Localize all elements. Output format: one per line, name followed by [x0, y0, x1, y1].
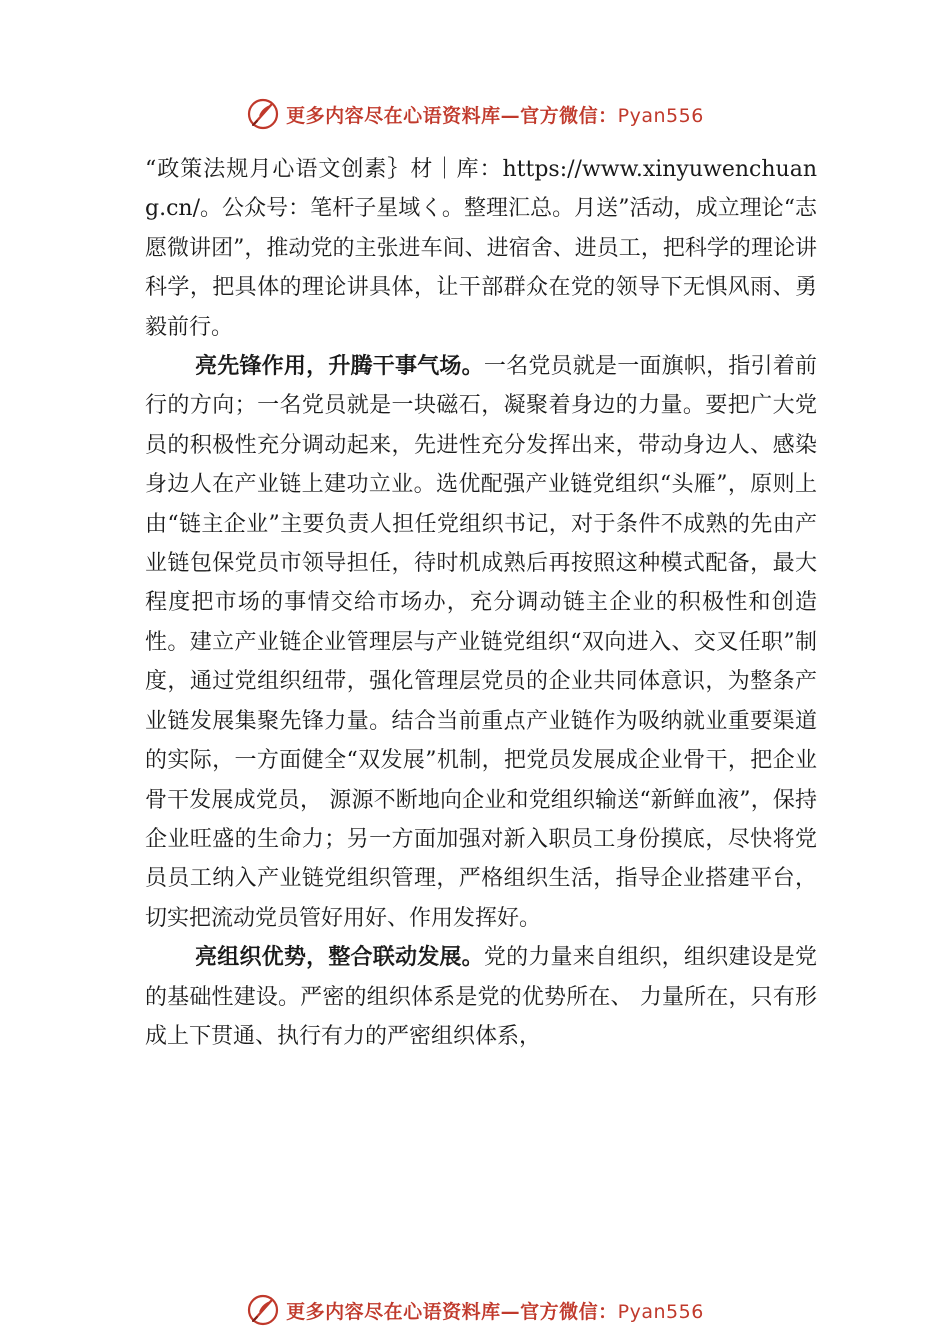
- footer-banner-text: 更多内容尽在心语资料库—官方微信：Pyan556: [286, 1300, 704, 1323]
- document-body: [145, 150, 817, 1056]
- footer-wechat-id: Pyan556: [617, 1300, 704, 1323]
- footer-banner: [0, 1290, 950, 1330]
- quill-logo-icon: [246, 97, 280, 131]
- paragraph-3-lead: 亮组织优势，整合联动发展。: [195, 945, 484, 971]
- paragraph-1: [145, 150, 817, 347]
- paragraph-2-lead: 亮先锋作用，升腾干事气场。: [195, 354, 484, 380]
- paragraph-2: [145, 347, 817, 938]
- paragraph-3-text: 党的力量来自组织，组织建设是党的基础性建设。严密的组织体系是党的优势所在、 力量所在，只有形成上下贯通、执行有力的严密组织体系，: [145, 945, 817, 1049]
- header-wechat-id: Pyan556: [617, 104, 704, 127]
- paragraph-3: [145, 938, 817, 1056]
- header-banner: [0, 94, 950, 134]
- quill-logo-icon: [246, 1293, 280, 1327]
- header-banner-text: 更多内容尽在心语资料库—官方微信：Pyan556: [286, 104, 704, 127]
- paragraph-1-text: “政策法规月心语文创素｝材｜库：https://www.xinyuwenchuang.cn/。公众号：笔杆子星域く。整理汇总。月送”活动，成立理论“志愿微讲团”，推动党的主张进车间、进宿舍、进员工，把科学的理论讲科学，把具体的理论讲具体，让干部群众在党的领导下无惧风雨、勇毅前行。: [145, 157, 817, 340]
- paragraph-2-text: 一名党员就是一面旗帜，指引着前行的方向；一名党员就是一块磁石，凝聚着身边的力量。要把广大党员的积极性充分调动起来，先进性充分发挥出来，带动身边人、感染身边人在产业链上建功立业。选优配强产业链党组织“头雁”，原则上由“链主企业”主要负责人担任党组织书记，对于条件不成熟的先由产业链包保党员市领导担任，待时机成熟后再按照这种模式配备，最大程度把市场的事情交给市场办，充分调动链主企业的积极性和创造性。建立产业链企业管理层与产业链党组织“双向进入、交叉任职”制度，通过党组织纽带，强化管理层党员的企业共同体意识，为整条产业链发展集聚先锋力量。结合当前重点产业链作为吸纳就业重要渠道的实际，一方面健全“双发展”机制，把党员发展成企业骨干，把企业骨干发展成党员， 源源不断地向企业和党组织输送“新鲜血液”，保持企业旺盛的生命力；另一方面加强对新入职员工身份摸底，尽快将党员员工纳入产业链党组织管理，严格组织生活，指导企业搭建平台，切实把流动党员管好用好、作用发挥好。: [145, 354, 817, 931]
